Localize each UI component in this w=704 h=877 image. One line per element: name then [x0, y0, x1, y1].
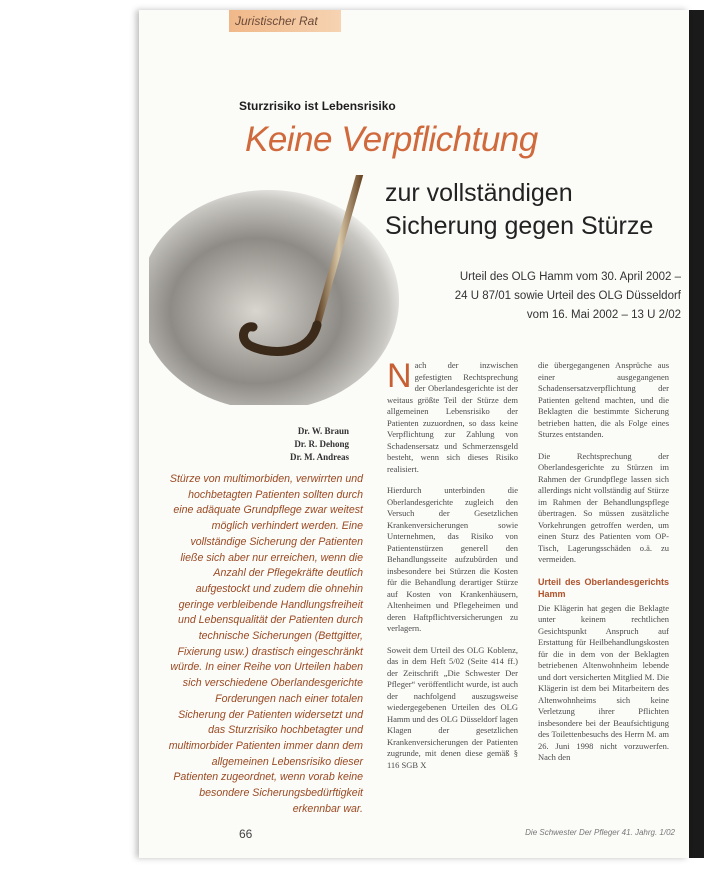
page-edge-shadow — [689, 10, 704, 858]
court-reference — [455, 268, 681, 325]
drop-cap: N — [387, 357, 412, 395]
author-name: Dr. M. Andreas — [289, 452, 349, 462]
footer-citation: Die Schwester Der Pfleger 41. Jahrg. 1/02 — [525, 828, 675, 837]
paragraph: Hierdurch unterbinden die Oberlandesgerichte zugleich den Versuch der Gesetzlichen Krankenversicherungen sowie Unternehmen, das Risiko von Patientenstürzen generell den Behandlungsseite aufzubürden und insbesondere bei Stürzen die Kosten für die Behandlung derartiger Stürze auf Kosten von Krankenhäusern, Altenheimen und Pflegeheimen und deren Haftpflichtversicherungen zu verlagern. — [387, 485, 518, 633]
paragraph: Die Klägerin hat gegen die Beklagte unter keinem rechtlichen Gesichtspunkt Anspruch auf Erstattung für Heilbehandlungskosten für die in dem von der Beklagten betriebenen Altenwohnheim lebende und dort versicherten Mitglied M. Die Klägerin ist dem bei Mitarbeitern des Altenwohnheims sich keine Verletzung ihrer Pflichten insbesondere bei der Beaufsichtigung des Toilettenbesuchs des Herrn M. am 26. Juni 1998 nicht vorzuwerfen. Nach den — [538, 602, 669, 762]
teaser-text: Stürze von multimorbiden, verwirrten und hochbetagten Patienten sollten durch eine adäquate Grundpflege zwar weitest möglich verhindert werden. Eine vollständige Sicherung der Patienten ließe sich aber nur erreichen, wenn die Anzahl der Pflegekräfte deutlich aufgestockt und zudem die ohnehin geringe verbleibende Handlungsfreiheit und Lebensqualität der Patienten durch technische Sicherungen (Bettgitter, Fixierung usw.) drastisch eingeschränkt würde. In einer Reihe von Urteilen haben sich verschiedene Oberlandesgerichte Forderungen nach einer totalen Sicherung der Patienten widersetzt und das Sturzrisiko hochbetagter und multimorbider Patienten immer dann dem allgemeinen Lebensrisiko dieser Patienten zugeordnet, wenn vorab keine besondere Sicherungsbedürftigkeit erkennbar war. — [168, 473, 363, 815]
subheading: Urteil des Oberlandesgerichts Hamm — [538, 576, 669, 599]
subtitle-line: Sicherung gegen Stürze — [385, 212, 654, 240]
body-column-2 — [538, 360, 669, 774]
paragraph: Soweit dem Urteil des OLG Koblenz, das in dem Heft 5/02 (Seite 414 ff.) der Zeitschrift „Die Schwester Der Pfleger“ veröffentlicht wurde, ist auch der nachfolgend auszugsweise wiedergegebenen Urteilen des OLG Hamm und des OLG Düsseldorf lagen Klagen der gesetzlichen Krankenversicherungen der Patienten zugrunde, mit denen diese gemäß § 116 SGB X — [387, 644, 519, 770]
paragraph: die übergegangenen Ansprüche aus einer ausgegangenen Schadensersatzverpflichtung der Patienten geltend machten, und die Beklagten die bestimmte Sicherung betrieben hatten, die als Folge eines Sturzes entstanden. — [538, 360, 669, 439]
cane-photo — [149, 175, 399, 405]
article-subtitle — [385, 177, 653, 243]
floor-shadow — [149, 190, 399, 405]
author-name: Dr. R. Dehong — [294, 439, 349, 449]
body-column-1 — [387, 357, 519, 781]
authors — [290, 425, 349, 464]
author-name: Dr. W. Braun — [297, 426, 349, 436]
magazine-page — [139, 10, 689, 858]
article-title: Keine Verpflichtung — [245, 120, 538, 159]
page-number: 66 — [239, 827, 253, 841]
paragraph: Die Rechtsprechung der Oberlandesgerichte zu Stürzen im Rahmen der Grundpflege lassen sich allerdings nicht vollständig auf Stürze im Rahmen der Behandlungspflege übertragen. So müssen zusätzliche Vorkehrungen getroffen werden, um einen Sturz des Patienten vom OP-Tisch, Lagerungsschäden o.ä. zu vermeiden. — [538, 450, 669, 564]
reference-line: 24 U 87/01 sowie Urteil des OLG Düsseldorf — [454, 290, 681, 302]
subtitle-line: zur vollständigen — [385, 179, 573, 207]
section-label: Juristischer Rat — [229, 10, 341, 32]
reference-line: vom 16. Mai 2002 – 13 U 2/02 — [526, 309, 681, 321]
reference-line: Urteil des OLG Hamm vom 30. April 2002 – — [459, 271, 681, 283]
paragraph: ach der inzwischen gefestigten Rechtsprechung der Oberlandesgerichte ist der weitaus größte Teil der Stürze dem allgemeinen Lebensrisiko der Patienten zuzuordnen, so dass keine Verpflichtung zur Zahlung von Schadensersatz und Schmerzensgeld besteht, wenn sich dieses Risiko realisiert. — [387, 360, 518, 474]
kicker: Sturzrisiko ist Lebensrisiko — [239, 99, 396, 113]
